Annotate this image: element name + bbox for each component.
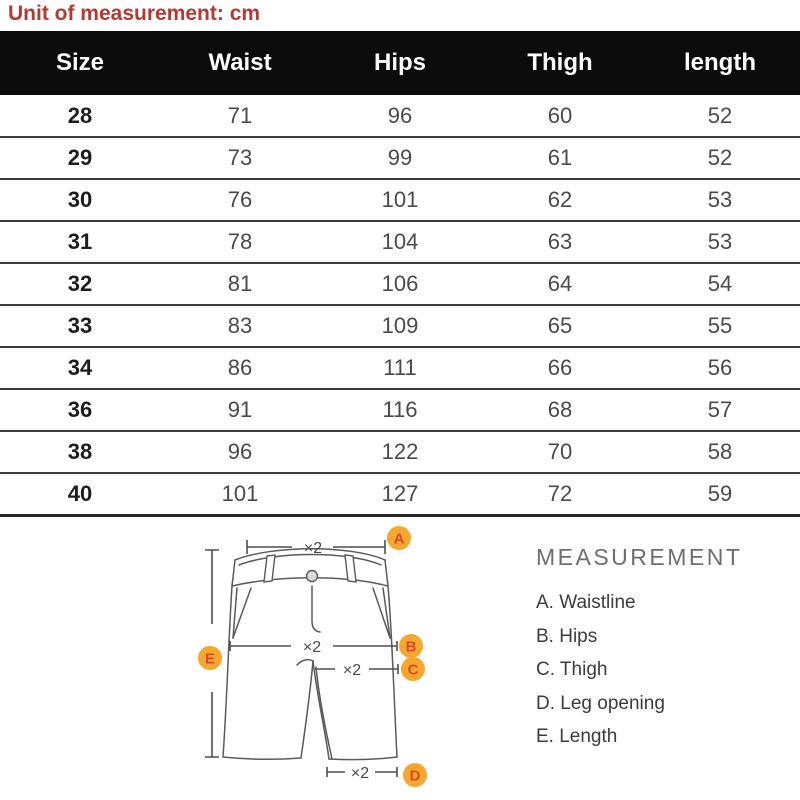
waist-x2-mark: ×2 xyxy=(303,540,323,557)
cell-hips: 104 xyxy=(320,221,480,263)
hips-measure-annotation xyxy=(230,634,423,658)
crotch-curve xyxy=(297,660,313,665)
cell-waist: 83 xyxy=(160,305,320,347)
table-row xyxy=(0,221,800,263)
badge-a-letter: A xyxy=(393,530,405,548)
cell-length: 54 xyxy=(640,263,800,305)
cell-thigh: 70 xyxy=(480,431,640,473)
badge-c-letter: C xyxy=(407,661,419,679)
cell-hips: 99 xyxy=(320,137,480,179)
belt-loop-right xyxy=(345,555,356,582)
waistband-left-side xyxy=(232,560,235,586)
cell-length: 53 xyxy=(640,221,800,263)
table-row xyxy=(0,473,800,515)
header-hips: Hips xyxy=(320,31,480,95)
hem-left-leg xyxy=(223,757,301,759)
outer-seam-right xyxy=(388,586,397,757)
hem-right-leg xyxy=(329,757,397,760)
cell-waist: 91 xyxy=(160,389,320,431)
table-row xyxy=(0,389,800,431)
size-chart-body xyxy=(0,95,800,515)
cell-size: 34 xyxy=(0,347,160,389)
cell-length: 56 xyxy=(640,347,800,389)
pocket-right-outer xyxy=(373,588,390,638)
cell-hips: 106 xyxy=(320,263,480,305)
cell-size: 31 xyxy=(0,221,160,263)
cell-size: 28 xyxy=(0,95,160,137)
unit-of-measurement-label: Unit of measurement: cm xyxy=(8,2,261,25)
table-row xyxy=(0,305,800,347)
cell-hips: 116 xyxy=(320,389,480,431)
header-thigh: Thigh xyxy=(480,31,640,95)
table-row xyxy=(0,431,800,473)
cell-thigh: 64 xyxy=(480,263,640,305)
cell-thigh: 62 xyxy=(480,179,640,221)
fly-seam xyxy=(312,586,320,632)
cell-waist: 71 xyxy=(160,95,320,137)
cell-size: 38 xyxy=(0,431,160,473)
table-row xyxy=(0,137,800,179)
cell-hips: 127 xyxy=(320,473,480,515)
cell-waist: 86 xyxy=(160,347,320,389)
cell-thigh: 61 xyxy=(480,137,640,179)
table-row xyxy=(0,179,800,221)
cell-waist: 101 xyxy=(160,473,320,515)
inner-seam-left xyxy=(301,661,313,758)
cell-length: 53 xyxy=(640,179,800,221)
header-waist: Waist xyxy=(160,31,320,95)
cell-length: 58 xyxy=(640,431,800,473)
thigh-measure-annotation xyxy=(315,657,425,681)
header-row xyxy=(0,31,800,95)
legend-item-leg-opening: D. Leg opening xyxy=(536,692,665,714)
hips-x2-mark: ×2 xyxy=(302,639,322,656)
header-length: length xyxy=(640,31,800,95)
cell-length: 52 xyxy=(640,95,800,137)
cell-waist: 76 xyxy=(160,179,320,221)
legend-item-waistline: A. Waistline xyxy=(536,592,636,613)
legend-item-length: E. Length xyxy=(536,726,618,747)
measurement-legend xyxy=(536,544,766,759)
cell-size: 33 xyxy=(0,305,160,347)
cell-hips: 109 xyxy=(320,305,480,347)
cell-length: 57 xyxy=(640,389,800,431)
table-row xyxy=(0,95,800,137)
cell-hips: 111 xyxy=(320,347,480,389)
inner-seam-right-double xyxy=(316,667,332,759)
badge-e-letter: E xyxy=(204,650,216,668)
cell-size: 36 xyxy=(0,389,160,431)
table-row xyxy=(0,347,800,389)
cell-waist: 81 xyxy=(160,263,320,305)
inner-seam-right xyxy=(313,661,329,759)
cell-hips: 96 xyxy=(320,95,480,137)
header-size: Size xyxy=(0,31,160,95)
cell-thigh: 60 xyxy=(480,95,640,137)
cell-thigh: 68 xyxy=(480,389,640,431)
size-chart-table xyxy=(0,31,800,517)
legend-item-hips: B. Hips xyxy=(536,625,598,647)
table-row xyxy=(0,263,800,305)
cell-waist: 78 xyxy=(160,221,320,263)
waist-button xyxy=(307,571,318,582)
waist-measure-annotation xyxy=(247,526,411,557)
cell-size: 40 xyxy=(0,473,160,515)
cell-size: 32 xyxy=(0,263,160,305)
cell-size: 30 xyxy=(0,179,160,221)
waistband-right-side xyxy=(385,560,388,586)
outer-seam-left xyxy=(223,586,232,757)
belt-loop-left xyxy=(264,555,275,582)
leg-opening-x2-mark: ×2 xyxy=(350,765,370,782)
cell-size: 29 xyxy=(0,137,160,179)
cell-waist: 96 xyxy=(160,431,320,473)
legend-title: MEASUREMENT xyxy=(536,544,743,570)
cell-thigh: 66 xyxy=(480,347,640,389)
cell-thigh: 72 xyxy=(480,473,640,515)
leg-opening-measure-annotation xyxy=(327,763,427,787)
thigh-x2-mark: ×2 xyxy=(342,662,362,679)
cell-hips: 101 xyxy=(320,179,480,221)
badge-b-letter: B xyxy=(405,638,417,656)
shorts-measurement-diagram xyxy=(185,520,475,800)
badge-d-letter: D xyxy=(409,767,421,785)
cell-length: 59 xyxy=(640,473,800,515)
cell-waist: 73 xyxy=(160,137,320,179)
length-measure-annotation xyxy=(198,550,222,757)
legend-item-thigh: C. Thigh xyxy=(536,659,608,680)
cell-thigh: 65 xyxy=(480,305,640,347)
cell-length: 55 xyxy=(640,305,800,347)
cell-hips: 122 xyxy=(320,431,480,473)
size-chart-header xyxy=(0,31,800,95)
cell-thigh: 63 xyxy=(480,221,640,263)
cell-length: 52 xyxy=(640,137,800,179)
